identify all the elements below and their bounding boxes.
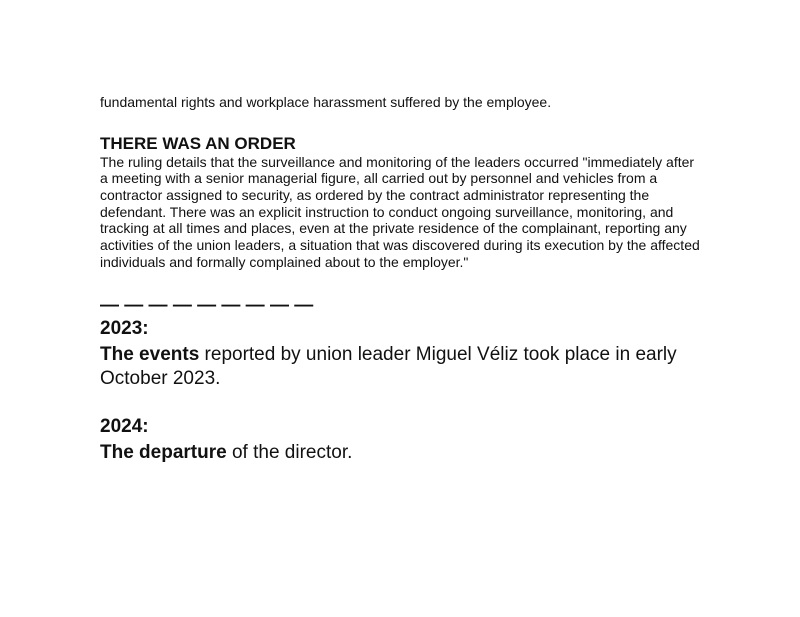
- timeline-event-2023-bold: The events: [100, 344, 200, 366]
- divider: — — — — — — — — —: [100, 295, 314, 317]
- timeline-year-2023: 2023:: [100, 318, 149, 340]
- timeline-event-2024: [100, 441, 700, 465]
- timeline-event-2024-text: of the director.: [226, 442, 353, 464]
- timeline-event-2024-bold: The departure: [100, 442, 227, 464]
- section-heading: THERE WAS AN ORDER: [100, 133, 296, 153]
- timeline-year-2024: 2024:: [100, 416, 149, 438]
- document-page: [100, 94, 700, 465]
- intro-line: fundamental rights and workplace harassment suffered by the employee.: [100, 94, 552, 110]
- section-paragraph: The ruling details that the surveillance and monitoring of the leaders occurred "immediately after a meeting with a senior managerial figure, all carried out by personnel and vehicles from a contractor assigned to security, as ordered by the contract administrator representing the defendant. There was an explicit instruction to conduct ongoing surveillance, monitoring, and tracking at all times and places, even at the private residence of the complainant, reporting any activities of the union leaders, a situation that was discovered during its execution by the affected individuals and formally complained about to the employer.": [100, 153, 700, 270]
- timeline-event-2023: [100, 343, 700, 391]
- timeline-event-2023-text: reported by union leader Miguel Véliz took place in early October 2023.: [100, 344, 677, 390]
